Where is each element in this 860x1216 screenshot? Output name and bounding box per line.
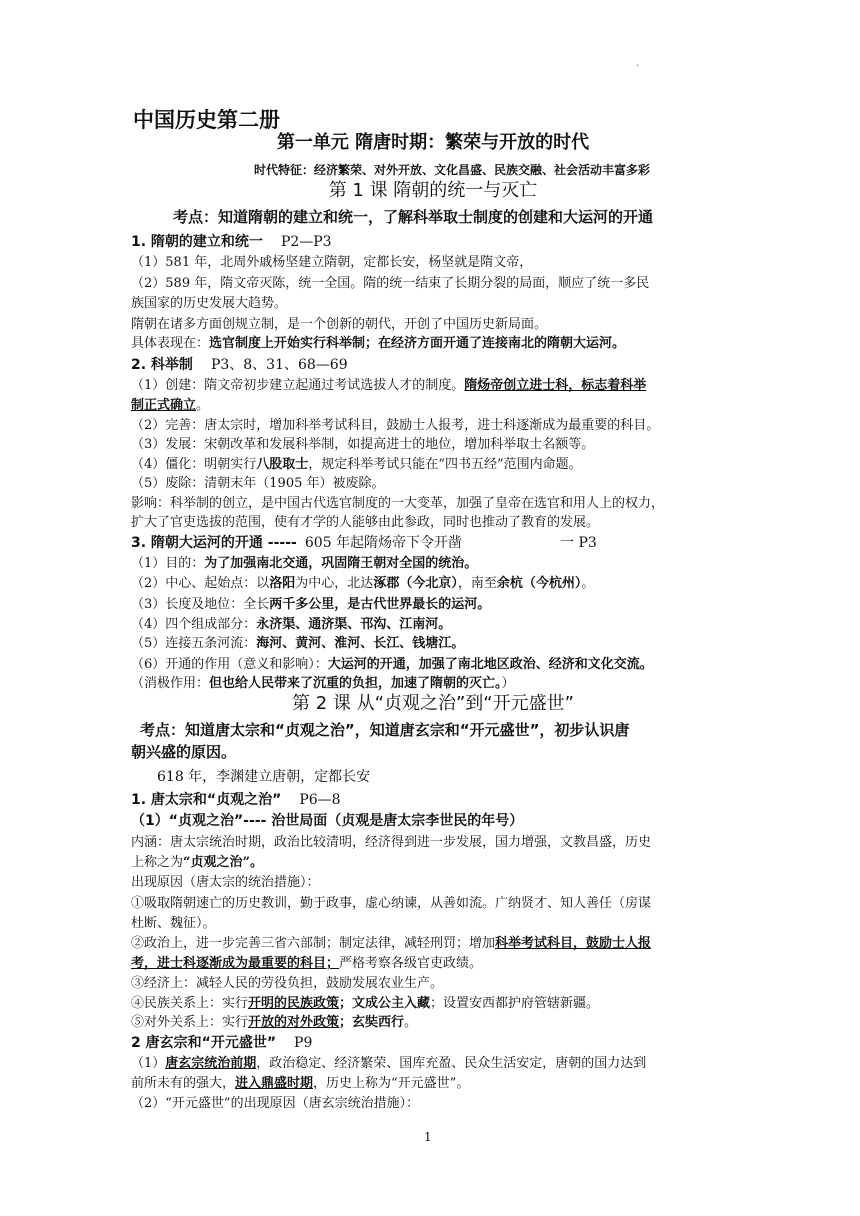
book-title: 中国历史第二册	[133, 108, 280, 132]
lesson2-title: 第 2 课 从“贞观之治”到“开元盛世”	[292, 693, 574, 714]
text-line: （消极作用：但也给人民带来了沉重的负担，加速了隋朝的灭亡。）	[131, 676, 515, 691]
text-line: 前所未有的强大，进入鼎盛时期，历史上称为“开元盛世”。	[131, 1076, 470, 1091]
text-line: ①吸取隋朝速亡的历史教训，勤于政事，虚心纳谏，从善如流。广纳贤才、知人善任（房谋	[131, 896, 652, 911]
text-line: 内涵：唐太宗统治时期，政治比较清明，经济得到进一步发展，国力增强，文教昌盛，历史	[131, 835, 652, 850]
text-line: 制正式确立。	[131, 398, 210, 413]
lesson2-intro: 618 年，李渊建立唐朝，定都长安	[157, 769, 371, 785]
header-dot: .	[636, 58, 640, 69]
text-line: （1）唐玄宗统治前期，政治稳定、经济繁荣、国库充盈、民众生活安定，唐朝的国力达到	[131, 1056, 647, 1071]
text-line: （1）创建：隋文帝初步建立起通过考试选拔人才的制度。隋炀帝创立进士科，标志着科举	[131, 378, 647, 393]
text-line: （3）长度及地位：全长两千多公里，是古代世界最长的运河。	[131, 597, 491, 612]
text-line: 扩大了官吏选拔的范围，使有才学的人能够由此参政，同时也推动了教育的发展。	[131, 515, 600, 530]
lesson2-keypoint-cont: 朝兴盛的原因。	[131, 743, 237, 761]
text-line: ④民族关系上：实行开明的民族政策；文成公主入藏；设置安西都护府管辖新疆。	[131, 996, 600, 1011]
text-line: 考，进士科逐渐成为最重要的科目；严格考察各级官吏政绩。	[131, 956, 483, 971]
text-line: 具体表现在：选官制度上开始实行科举制；在经济方面开通了连接南北的隋朝大运河。	[131, 336, 626, 351]
text-line: （4）僵化：明朝实行八股取士，规定科举考试只能在“四书五经”范围内命题。	[131, 457, 582, 472]
text-line: ③经济上：减轻人民的劳役负担，鼓励发展农业生产。	[131, 976, 444, 991]
section-heading: 2. 科举制 P3、8、31、68—69	[131, 357, 348, 373]
section-heading: 1. 唐太宗和“贞观之治” P6—8	[131, 792, 341, 808]
text-line: （4）四个组成部分：永济渠、通济渠、邗沟、江南河。	[131, 617, 452, 632]
text-line: 出现原因（唐太宗的统治措施）：	[131, 875, 320, 890]
text-line: 隋朝在诸多方面创规立制，是一个创新的朝代，开创了中国历史新局面。	[131, 317, 548, 332]
text-line: （1）581 年，北周外戚杨坚建立隋朝，定都长安，杨坚就是隋文帝，	[131, 255, 533, 270]
text-line: 影响：科举制的创立，是中国古代选官制度的一大变革，加强了皇帝在选官和用人上的权力，	[131, 496, 665, 511]
era-features: 时代特征：经济繁荣、对外开放、文化昌盛、民族交融、社会活动丰富多彩	[253, 163, 650, 177]
text-line: （2）589 年，隋文帝灭陈，统一全国。隋的统一结束了长期分裂的局面，顺应了统一多民	[131, 276, 650, 291]
page-number: 1	[424, 1130, 432, 1144]
text-line: （2）完善：唐太宗时，增加科举考试科目，鼓励士人报考，进士科逐渐成为最重要的科目。	[131, 418, 660, 433]
text-line: （2）“开元盛世”的出现原因（唐玄宗统治措施）：	[131, 1096, 420, 1111]
text-line: 上称之为“贞观之治”。	[131, 855, 263, 870]
lesson1-keypoint: 考点：知道隋朝的建立和统一，了解科举取士制度的创建和大运河的开通	[173, 208, 654, 226]
text-line: （6）开通的作用（意义和影响）：大运河的开通，加强了南北地区政治、经济和文化交流。	[131, 657, 653, 672]
text-line: ②政治上，进一步完善三省六部制；制定法律，减轻刑罚；增加科举考试科目，鼓励士人报	[131, 936, 652, 951]
text-line: （3）发展：宋朝改革和发展科举制，如提高进士的地位，增加科举取士名额等。	[131, 437, 595, 452]
text-line: （5）连接五条河流：海河、黄河、淮河、长江、钱塘江。	[131, 636, 465, 651]
unit-title: 第一单元 隋唐时期：繁荣与开放的时代	[276, 132, 590, 153]
section-heading: 1. 隋朝的建立和统一 P2—P3	[131, 234, 332, 250]
text-line: （2）中心、起始点：以洛阳为中心，北达涿郡（今北京），南至余杭（今杭州）。	[131, 576, 595, 591]
text-line: （1）目的：为了加强南北交通，巩固隋王朝对全国的统治。	[131, 556, 478, 571]
lesson2-keypoint: 考点：知道唐太宗和“贞观之治”，知道唐玄宗和“开元盛世”，初步认识唐	[140, 721, 630, 739]
subsection-heading: （1）“贞观之治”---- 治世局面（贞观是唐太宗李世民的年号）	[131, 813, 524, 829]
lesson1-title: 第 1 课 隋朝的统一与灭亡	[328, 180, 538, 201]
text-line: 杜断、魏征）。	[131, 916, 216, 931]
text-line: （5）废除：清朝末年（1905 年）被废除。	[131, 476, 385, 491]
section-heading: 3. 隋朝大运河的开通 ----- 605 年起隋炀帝下令开凿 一 P3	[131, 535, 597, 551]
text-line: 族国家的历史发展大趋势。	[131, 296, 288, 311]
section-heading: 2 唐玄宗和“开元盛世” P9	[131, 1035, 313, 1051]
text-line: ⑤对外关系上：实行开放的对外政策；玄奘西行。	[131, 1015, 418, 1030]
